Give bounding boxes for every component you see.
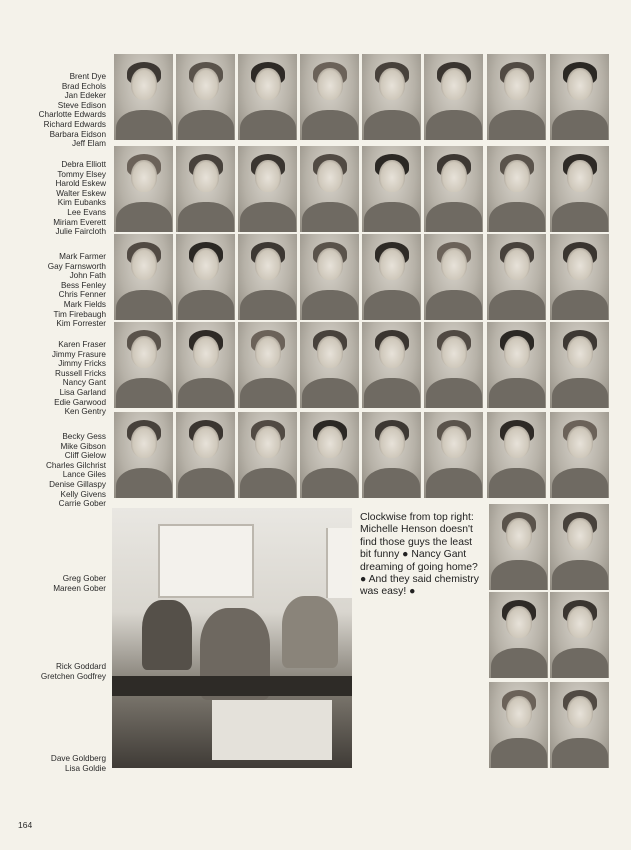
student-portrait (114, 54, 173, 140)
student-portrait (114, 234, 173, 320)
student-portrait (114, 146, 173, 232)
student-portrait (300, 54, 359, 140)
student-name: Mike Gibson (60, 441, 106, 451)
student-portrait (550, 592, 609, 678)
student-name: Mareen Gober (53, 583, 106, 593)
student-portrait (362, 322, 421, 408)
student-name: Charles Gilchrist (45, 460, 106, 470)
student-portrait (300, 322, 359, 408)
student-name: Lisa Garland (59, 387, 106, 397)
student-name: Edie Garwood (54, 397, 106, 407)
chalkboard (158, 524, 254, 598)
student-name: Miriam Everett (53, 217, 106, 227)
student-name: Jeff Elam (72, 139, 106, 149)
student-portrait (487, 322, 546, 408)
student-portrait (487, 234, 546, 320)
student-name: Mark Fields (63, 299, 106, 309)
candid-classroom-photo (112, 508, 352, 768)
student-name: Jimmy Fricks (58, 359, 106, 369)
bulletin-board (326, 528, 352, 598)
student-portrait (424, 54, 483, 140)
student-name: Russell Fricks (55, 368, 106, 378)
name-list-row-1 (6, 72, 106, 149)
student-name: Ken Gentry (64, 407, 106, 417)
student-portrait (424, 146, 483, 232)
name-list-row-5 (6, 432, 106, 509)
student-name: Chris Fenner (58, 290, 106, 300)
student-name: Carrie Gober (58, 499, 106, 509)
student-name: Brent Dye (69, 72, 106, 81)
student-portrait (176, 322, 235, 408)
student-name: Rick Goddard (55, 662, 106, 671)
student-name: Gay Farnsworth (47, 261, 106, 271)
desk-papers (212, 700, 332, 760)
student-name: John Fath (69, 271, 106, 281)
student-portrait (362, 234, 421, 320)
student-name: Julie Faircloth (55, 227, 106, 237)
student-portrait (489, 592, 548, 678)
student-name: Mark Farmer (59, 252, 106, 261)
student-portrait (487, 54, 546, 140)
student-name: Tim Firebaugh (53, 309, 106, 319)
student-name: Denise Gillaspy (49, 479, 106, 489)
page-number: 164 (18, 820, 33, 830)
student-portrait (176, 234, 235, 320)
student-figure (142, 600, 192, 670)
student-name: Jimmy Frasure (51, 349, 106, 359)
student-portrait (114, 322, 173, 408)
student-name: Harold Eskew (55, 179, 106, 189)
student-portrait (550, 54, 609, 140)
name-list-row-3 (6, 252, 106, 329)
student-portrait (300, 146, 359, 232)
student-portrait (114, 412, 173, 498)
student-name: Gretchen Godfrey (40, 671, 106, 681)
student-name: Tommy Elsey (57, 169, 106, 179)
photo-caption: Clockwise from top right: Michelle Henson doesn't find those guys the least bit funny ● Nancy Gant dreaming of going home? ● And they said chemistry was easy! ● (360, 512, 479, 598)
student-portrait (489, 682, 548, 768)
student-portrait (176, 146, 235, 232)
student-name: Nancy Gant (62, 378, 106, 388)
student-figure (282, 596, 338, 668)
student-name: Jan Edeker (64, 91, 106, 101)
student-name: Kim Forrester (56, 319, 106, 329)
student-portrait (362, 412, 421, 498)
student-name: Cliff Gielow (64, 451, 106, 461)
student-name: Steve Edison (57, 100, 106, 110)
name-list-row-2 (6, 160, 106, 237)
student-name: Greg Gober (62, 574, 106, 583)
student-name: Richard Edwards (43, 119, 106, 129)
student-portrait (550, 146, 609, 232)
student-portrait (487, 412, 546, 498)
student-portrait (550, 682, 609, 768)
student-portrait (550, 504, 609, 590)
student-portrait (362, 54, 421, 140)
name-list-pair-3 (6, 754, 106, 773)
student-name: Walter Eskew (56, 188, 106, 198)
student-portrait (487, 146, 546, 232)
student-portrait (238, 146, 297, 232)
name-list-pair-2 (6, 662, 106, 681)
student-portrait (362, 146, 421, 232)
student-name: Bess Fenley (60, 280, 106, 290)
student-portrait (238, 234, 297, 320)
name-list-pair-1 (6, 574, 106, 593)
student-portrait (550, 412, 609, 498)
student-portrait (176, 54, 235, 140)
student-name: Becky Gess (62, 432, 106, 441)
student-portrait (424, 322, 483, 408)
student-name: Kim Eubanks (57, 198, 106, 208)
student-portrait (238, 412, 297, 498)
student-portrait (424, 234, 483, 320)
student-portrait (489, 504, 548, 590)
student-name: Karen Fraser (58, 340, 106, 349)
student-name: Lee Evans (67, 207, 106, 217)
student-portrait (424, 412, 483, 498)
student-portrait (550, 322, 609, 408)
student-name: Charlotte Edwards (38, 110, 106, 120)
student-name: Lisa Goldie (65, 763, 106, 773)
student-portrait (550, 234, 609, 320)
student-name: Kelly Givens (60, 489, 106, 499)
student-portrait (176, 412, 235, 498)
student-name: Brad Echols (61, 81, 106, 91)
student-portrait (300, 234, 359, 320)
student-name: Lance Giles (62, 470, 106, 480)
student-portrait (300, 412, 359, 498)
student-portrait (238, 322, 297, 408)
student-portrait (238, 54, 297, 140)
student-name: Dave Goldberg (50, 754, 106, 763)
student-name: Barbara Eidson (49, 129, 106, 139)
student-name: Debra Elliott (61, 160, 106, 169)
lab-desk (112, 676, 352, 696)
name-list-row-4 (6, 340, 106, 417)
